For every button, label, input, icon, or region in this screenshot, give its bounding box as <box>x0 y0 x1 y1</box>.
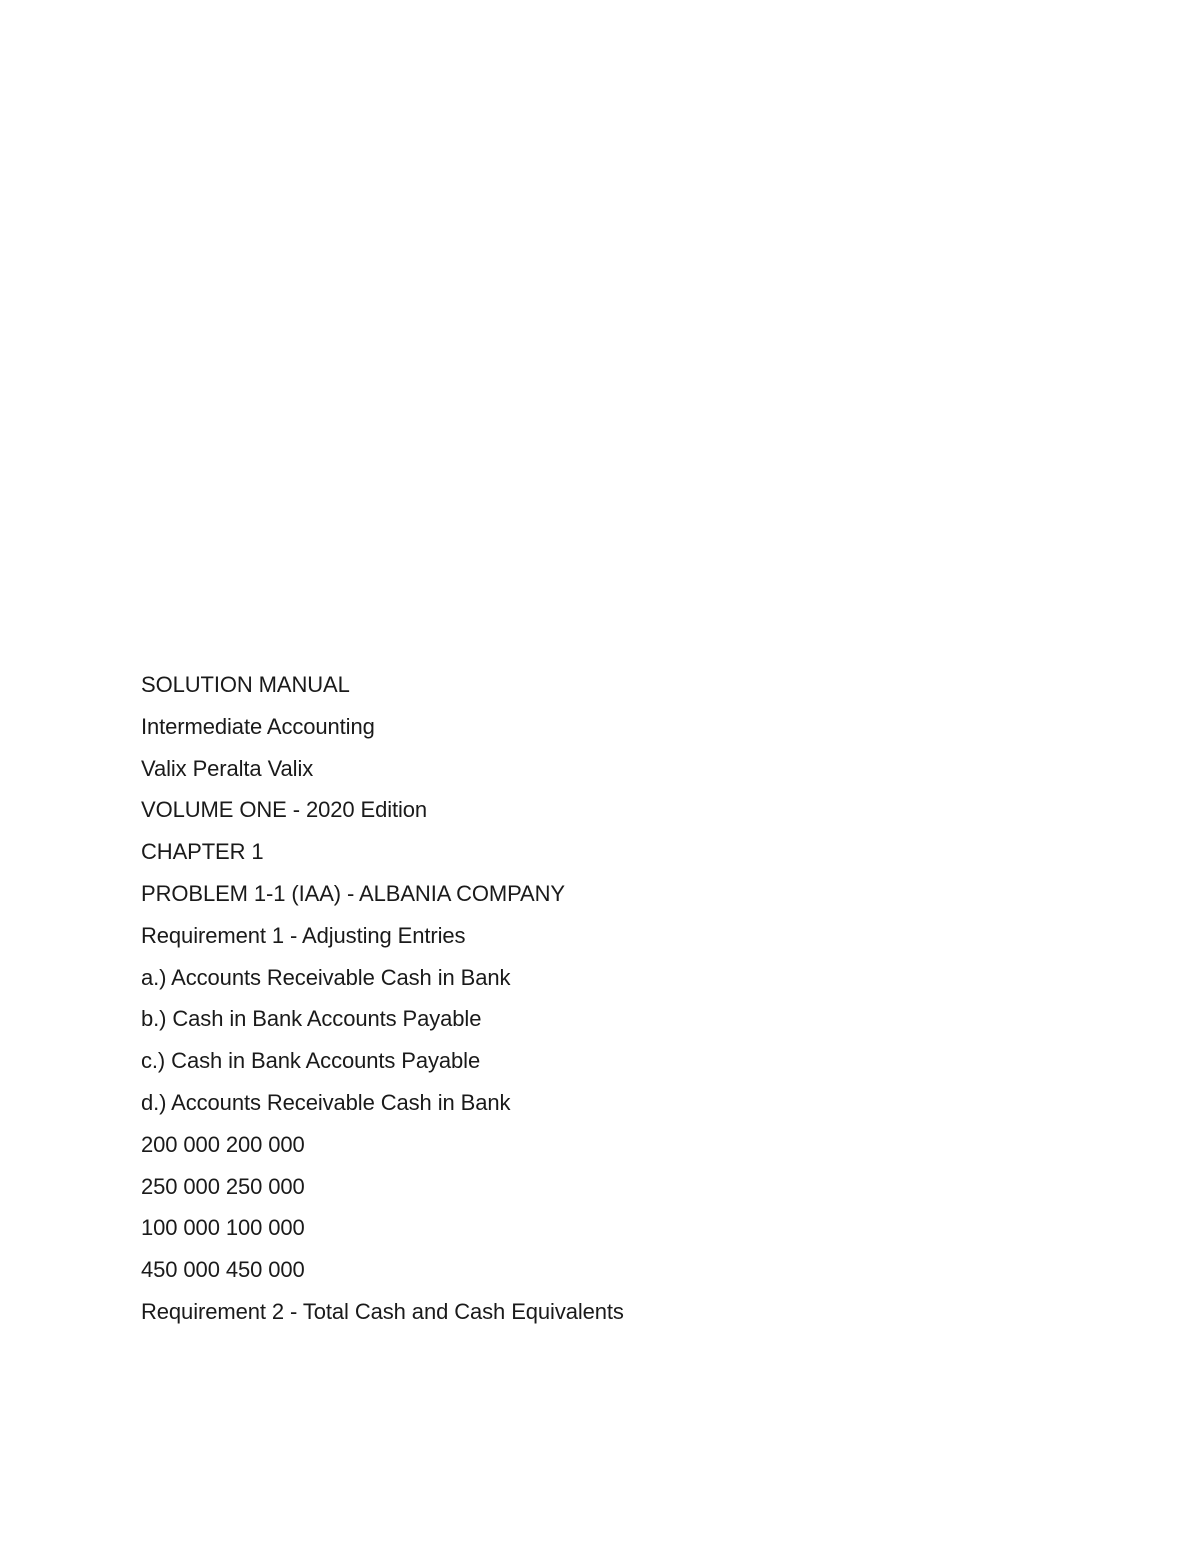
document-content <box>141 664 1121 1333</box>
entry-a: a.) Accounts Receivable Cash in Bank <box>141 964 511 990</box>
authors: Valix Peralta Valix <box>141 755 314 781</box>
amount-row: 250 000 250 000 <box>141 1173 305 1199</box>
entry-c: c.) Cash in Bank Accounts Payable <box>141 1048 481 1074</box>
subject-title: Intermediate Accounting <box>141 713 375 739</box>
volume-edition: VOLUME ONE - 2020 Edition <box>141 797 428 823</box>
amount-row: 100 000 100 000 <box>141 1215 305 1241</box>
requirement-2-heading: Requirement 2 - Total Cash and Cash Equivalents <box>141 1298 624 1324</box>
amount-row: 450 000 450 000 <box>141 1257 305 1283</box>
requirement-1-heading: Requirement 1 - Adjusting Entries <box>141 922 466 948</box>
entry-d: d.) Accounts Receivable Cash in Bank <box>141 1089 511 1115</box>
chapter-heading: CHAPTER 1 <box>141 839 264 865</box>
manual-title: SOLUTION MANUAL <box>141 672 350 697</box>
entry-b: b.) Cash in Bank Accounts Payable <box>141 1006 482 1032</box>
amount-row: 200 000 200 000 <box>141 1131 305 1157</box>
problem-heading: PROBLEM 1-1 (IAA) - ALBANIA COMPANY <box>141 880 565 906</box>
